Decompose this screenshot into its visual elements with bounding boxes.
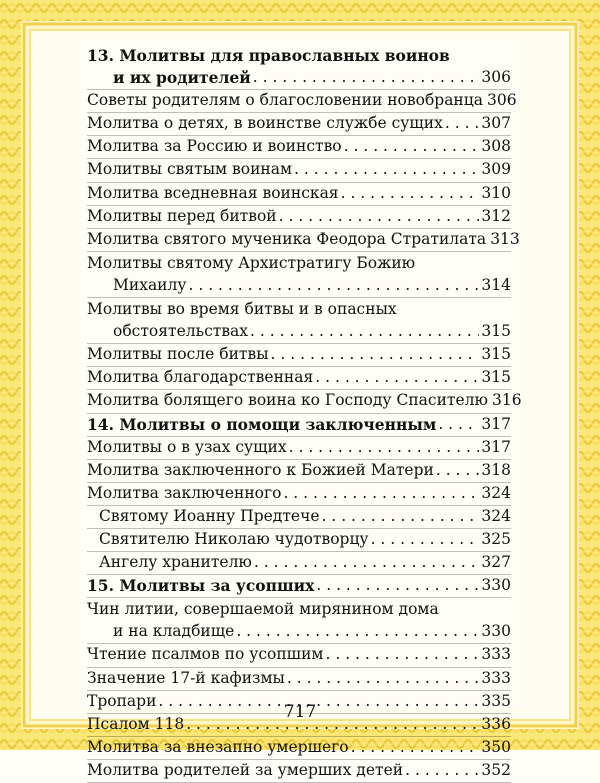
toc-entry-title: Молитва о детях, в воинстве службе сущих bbox=[87, 114, 443, 133]
toc-entry-title: 14. Молитвы о помощи заключенным bbox=[87, 414, 437, 434]
dot-leader bbox=[283, 482, 479, 505]
toc-entry-title: Ангелу хранителю bbox=[99, 553, 252, 572]
toc-entry-title: Молитвы святому Архистратигу Божию bbox=[87, 253, 416, 272]
toc-entry bbox=[87, 414, 511, 437]
toc-entry-page: 313 bbox=[490, 229, 520, 248]
toc-entry bbox=[87, 44, 511, 67]
toc-entry-title: Молитвы перед битвой bbox=[87, 206, 277, 225]
toc-entry-title: Псалом 118 bbox=[87, 714, 185, 733]
toc-entry bbox=[87, 575, 511, 598]
toc-entry-page: 324 bbox=[481, 506, 511, 525]
toc-entry-page: 352 bbox=[481, 760, 511, 779]
toc-entry-page: 306 bbox=[486, 91, 517, 110]
dot-leader bbox=[271, 343, 480, 366]
toc-entry bbox=[87, 390, 522, 413]
dot-leader bbox=[341, 182, 480, 205]
toc-entry-title: Молитвы после битвы bbox=[87, 345, 269, 364]
dot-leader bbox=[250, 320, 479, 343]
toc-entry bbox=[87, 67, 511, 90]
toc-entry-page: 333 bbox=[481, 645, 511, 664]
toc-entry bbox=[87, 437, 511, 460]
toc-entry-page: 318 bbox=[481, 460, 511, 479]
toc-entry-title: Святителю Николаю чудотворцу bbox=[99, 529, 369, 548]
toc-entry bbox=[87, 552, 511, 575]
toc-entry bbox=[87, 760, 511, 783]
dot-leader bbox=[325, 643, 479, 666]
toc-entry bbox=[87, 298, 511, 321]
toc-entry-title: Молитвы во время битвы и в опасных bbox=[87, 300, 397, 319]
dot-leader bbox=[438, 413, 479, 436]
toc-entry bbox=[87, 113, 511, 136]
toc-entry-title: 15. Молитвы за усопших bbox=[87, 576, 315, 596]
toc-entry-title: Чин литии, совершаемой мирянином дома bbox=[87, 600, 439, 619]
toc-entry bbox=[87, 159, 511, 182]
dot-leader bbox=[287, 667, 480, 690]
dot-leader bbox=[371, 528, 480, 551]
toc-entry bbox=[87, 644, 511, 667]
toc-entry-title: Молитва за Россию и воинство bbox=[87, 137, 342, 156]
toc-entry-page: 317 bbox=[481, 437, 511, 456]
toc-entry bbox=[87, 136, 511, 159]
toc-entry-title: Молитва болящего воина ко Господу Спасителю bbox=[87, 391, 488, 410]
dot-leader bbox=[294, 158, 479, 181]
toc-entry-title: Молитва вседневная воинская bbox=[87, 183, 339, 202]
toc-entry-title: Молитва родителей за умерших детей bbox=[87, 760, 404, 779]
toc-entry-title: Молитва святого мученика Феодора Стратилата bbox=[87, 229, 487, 248]
toc-entry bbox=[87, 206, 511, 229]
dot-leader bbox=[279, 205, 480, 228]
dot-leader bbox=[436, 459, 480, 482]
toc-entry-title: Молитва заключенного bbox=[87, 483, 282, 502]
dot-leader bbox=[344, 135, 480, 158]
toc-entry-page: 315 bbox=[481, 368, 511, 387]
dot-leader bbox=[405, 759, 479, 782]
toc-entry-title: Советы родителям о благословении новобранца bbox=[87, 91, 483, 110]
toc-entry-page: 315 bbox=[481, 322, 511, 341]
toc-entry bbox=[87, 506, 511, 529]
toc-entry-page: 307 bbox=[481, 114, 511, 133]
toc-entry-title: 13. Молитвы для православных воинов bbox=[87, 46, 450, 65]
toc-entry-page: 330 bbox=[481, 622, 511, 641]
toc-entry bbox=[87, 321, 511, 344]
dot-leader bbox=[289, 436, 480, 459]
toc-entry-page: 306 bbox=[481, 68, 511, 87]
toc-entry-page: 315 bbox=[481, 345, 511, 364]
toc-entry-page: 333 bbox=[481, 668, 511, 687]
dot-leader bbox=[322, 505, 480, 528]
toc-entry-title: Молитва заключенного к Божией Матери bbox=[87, 460, 434, 479]
toc-entry-page: 336 bbox=[481, 714, 511, 733]
toc-entry-title: и их родителей bbox=[113, 68, 251, 88]
toc-entry bbox=[87, 598, 511, 621]
toc-entry-page: 327 bbox=[481, 553, 511, 572]
toc-entry bbox=[87, 737, 511, 760]
dot-leader bbox=[316, 574, 479, 597]
toc-entry bbox=[87, 183, 511, 206]
toc-entry-page: 335 bbox=[481, 691, 511, 710]
toc-entry-title: Михаилу bbox=[113, 275, 187, 294]
toc-entry bbox=[87, 344, 511, 367]
toc-entry-page: 325 bbox=[481, 529, 511, 548]
toc-entry-title: и на кладбище bbox=[113, 622, 235, 641]
toc-entry-page: 324 bbox=[481, 483, 511, 502]
toc-entry bbox=[87, 483, 511, 506]
toc-entry-page: 308 bbox=[481, 137, 511, 156]
toc-entry bbox=[87, 621, 511, 644]
toc-entry bbox=[87, 90, 517, 113]
toc-entry-title: Молитвы святым воинам bbox=[87, 160, 293, 179]
dot-leader bbox=[253, 66, 480, 89]
toc-entry-title: Молитва благодарственная bbox=[87, 368, 314, 387]
dot-leader bbox=[315, 366, 479, 389]
toc-entry-title: Значение 17-й кафизмы bbox=[87, 668, 285, 687]
toc-entry bbox=[87, 529, 511, 552]
toc-entry-title: Святому Иоанну Предтече bbox=[99, 506, 320, 525]
toc-entry-title: Тропари bbox=[87, 691, 157, 710]
toc-entry-page: 316 bbox=[492, 391, 522, 410]
dot-leader bbox=[445, 112, 480, 135]
dot-leader bbox=[254, 551, 479, 574]
toc-entry-page: 350 bbox=[481, 737, 511, 756]
dot-leader bbox=[236, 620, 479, 643]
table-of-contents bbox=[87, 44, 522, 783]
toc-entry bbox=[87, 275, 511, 298]
toc-entry-page: 317 bbox=[481, 414, 511, 433]
toc-entry-title: Молитва за внезапно умершего bbox=[87, 737, 349, 756]
toc-entry bbox=[87, 367, 511, 390]
toc-entry-page: 312 bbox=[481, 206, 511, 225]
toc-entry bbox=[87, 229, 520, 252]
toc-entry-page: 310 bbox=[481, 183, 511, 202]
dot-leader bbox=[188, 274, 479, 297]
toc-entry-page: 309 bbox=[481, 160, 511, 179]
dot-leader bbox=[351, 736, 480, 759]
toc-entry bbox=[87, 460, 511, 483]
toc-entry-title: обстоятельствах bbox=[113, 322, 249, 341]
toc-entry-page: 330 bbox=[481, 576, 511, 595]
toc-entry bbox=[87, 668, 511, 691]
toc-entry-page: 314 bbox=[481, 275, 511, 294]
page-number: 717 bbox=[283, 702, 317, 722]
toc-entry-title: Молитвы о в узах сущих bbox=[87, 437, 287, 456]
toc-entry bbox=[87, 252, 511, 275]
toc-entry-title: Чтение псалмов по усопшим bbox=[87, 645, 324, 664]
